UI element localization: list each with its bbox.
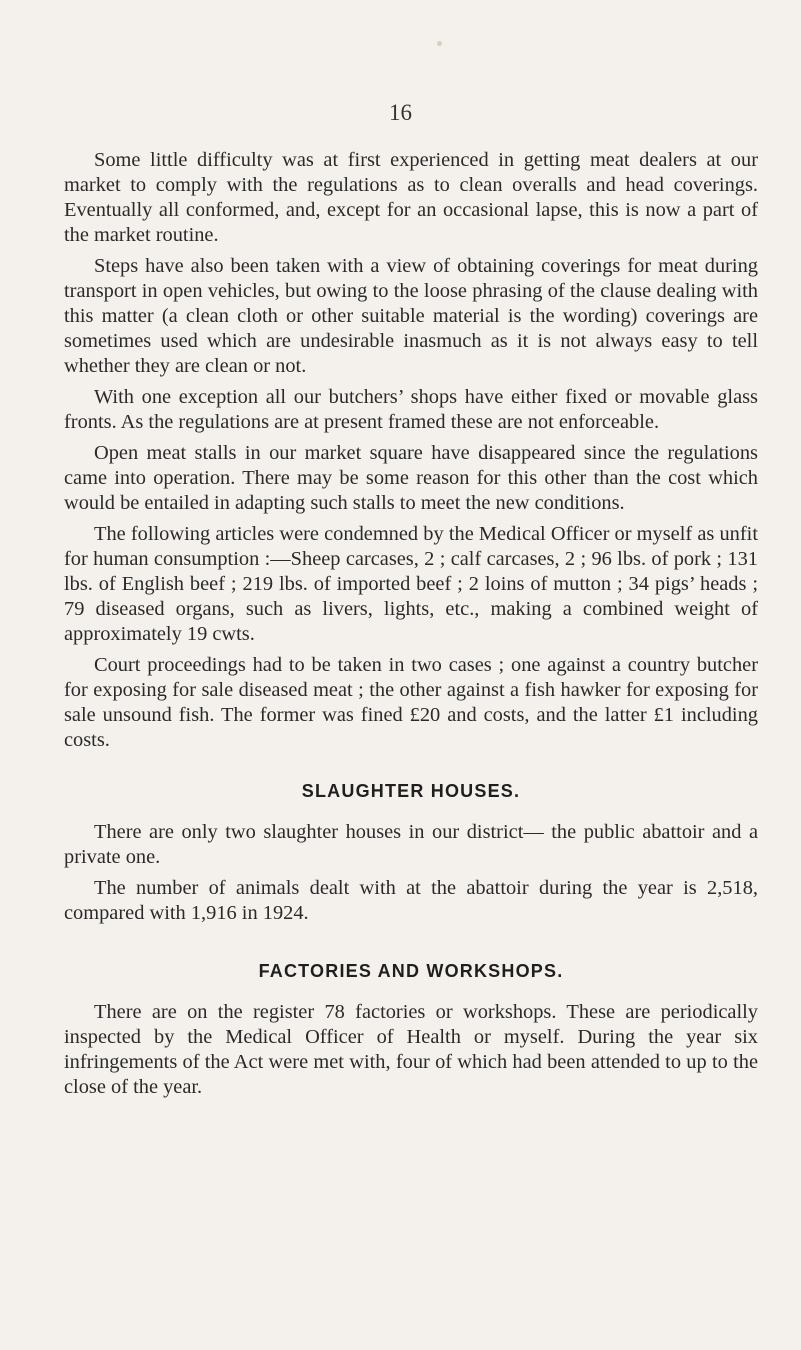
paragraph-abattoir-numbers: The number of animals dealt with at the abattoir during the year is 2,518, compared with 1,916 in 1924. [64,877,758,924]
body-text [64,148,758,1106]
paragraph-open-stalls: Open meat stalls in our market square have disappeared since the regulations came into operation. There may be some reason for this other than the cost which would be entailed in adapting such stalls to meet the new conditions. [64,442,758,514]
paragraph-court-proceedings: Court proceedings had to be taken in two cases ; one against a country butcher for exposing for sale diseased meat ; the other against a fish hawker for exposing for sale unsound fish. The former was fined £20 and costs, and the latter £1 including costs. [64,654,758,751]
paragraph-overalls: Some little difficulty was at first experienced in getting meat dealers at our market to comply with the regulations as to clean overalls and head coverings. Eventually all conformed, and, except for an occasional lapse, this is now a part of the market routine. [64,149,758,246]
paragraph-condemned-articles: The following articles were condemned by the Medical Officer or myself as unfit for human consumption :—Sheep carcases, 2 ; calf carcases, 2 ; 96 lbs. of pork ; 131 lbs. of English beef ; 219 lbs. of imported beef ; 2 loins of mutton ; 34 pigs’ heads ; 79 diseased organs, such as livers, lights, etc., making a combined weight of approximately 19 cwts. [64,523,758,645]
paper-speck [437,41,442,46]
paragraph-factories: There are on the register 78 factories or workshops. These are periodically inspected by the Medical Officer of Health or myself. During the year six infringements of the Act were met with, four of which had been attended to up to the close of the year. [64,1001,758,1098]
paragraph-glass-fronts: With one exception all our butchers’ shops have either fixed or movable glass fronts. As the regulations are at present framed these are not enforceable. [64,386,758,433]
paragraph-meat-coverings: Steps have also been taken with a view of obtaining coverings for meat during transport in open vehicles, but owing to the loose phrasing of the clause dealing with this matter (a clean cloth or other suitable material is the wording) coverings are sometimes used which are undesirable inasmuch as it is not always easy to tell whether they are clean or not. [64,255,758,377]
section-heading-slaughter-houses: SLAUGHTER HOUSES. [301,781,521,801]
page-number: 16 [389,100,412,125]
paragraph-slaughter-houses: There are only two slaughter houses in our district— the public abattoir and a private one. [64,821,758,868]
section-heading-factories: FACTORIES AND WORKSHOPS. [258,961,564,981]
